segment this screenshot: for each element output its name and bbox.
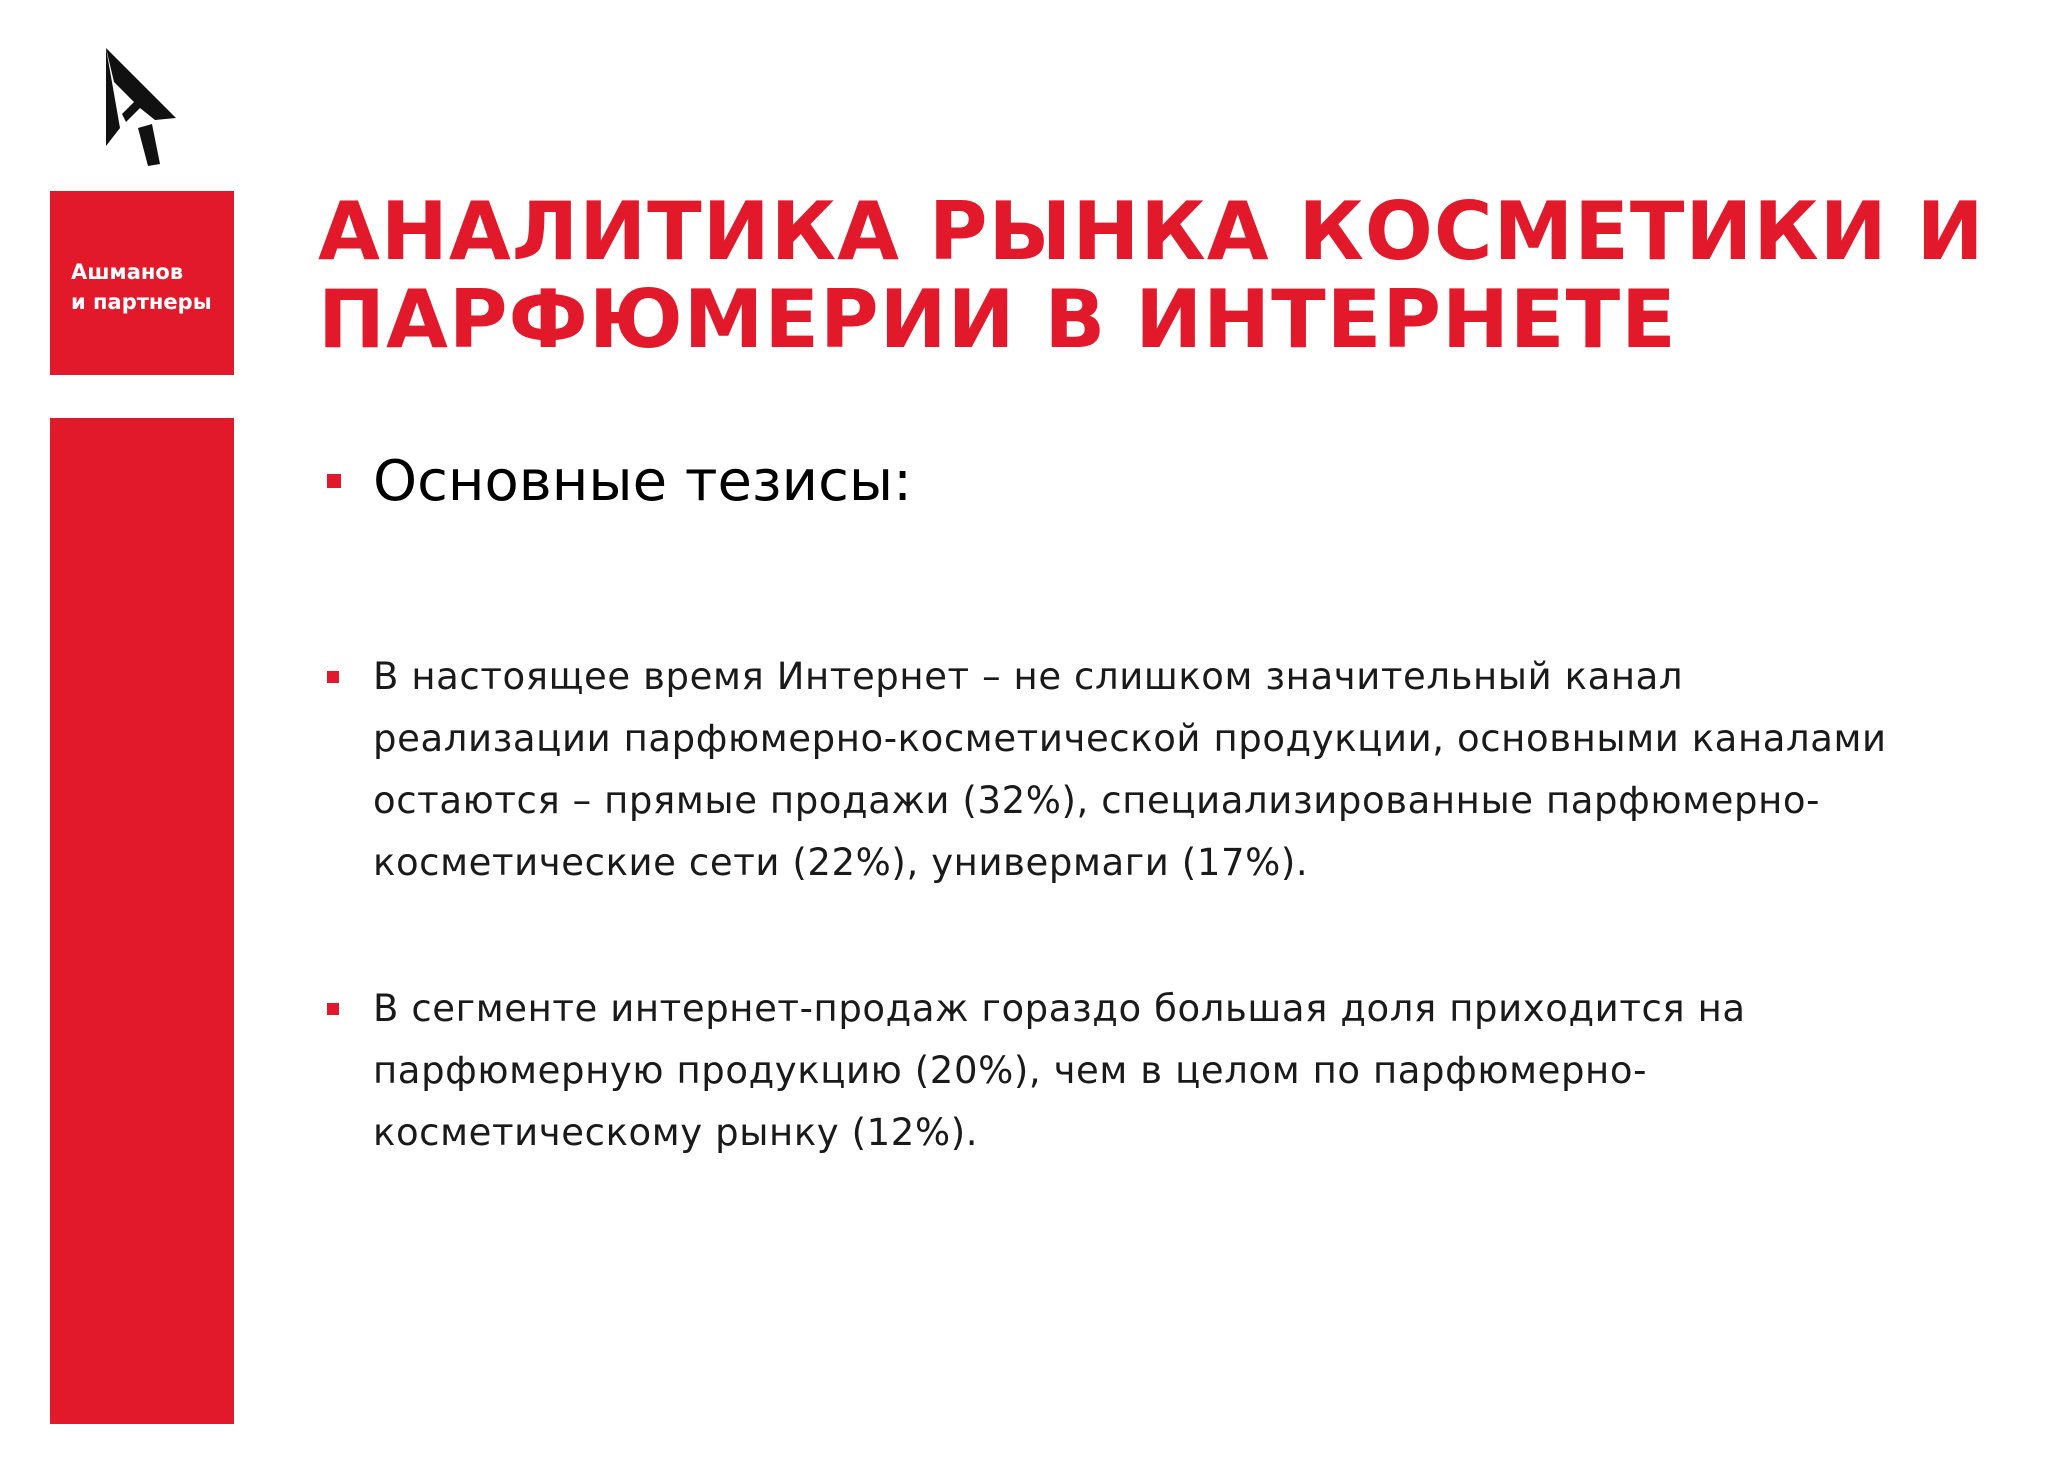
bullet-2-line-2: парфюмерную продукцию (20%), чем в целом по парфюмерно-	[373, 1049, 1648, 1092]
bullet-2-line-3: косметическому рынку (12%).	[373, 1111, 979, 1154]
section-heading: Основные тезисы:	[373, 449, 912, 514]
bullet-1-line-4: косметические сети (22%), универмаги (17%).	[373, 841, 1309, 884]
bullet-1-line-2: реализации парфюмерно-косметической продукции, основными каналами	[373, 717, 1887, 760]
bullet-paragraph-1	[373, 646, 1887, 894]
arrow-cursor-a-logo-icon	[100, 46, 180, 166]
bullet-1-line-1: В настоящее время Интернет – не слишком значительный канал	[373, 655, 1684, 698]
brand-name-line-2: и партнеры	[71, 290, 212, 314]
title-line-2: ПАРФЮМЕРИИ В ИНТЕРНЕТЕ	[318, 273, 1677, 366]
bullet-paragraph-2	[373, 978, 1746, 1164]
bullet-icon	[327, 1003, 339, 1015]
section-bullet-icon	[327, 474, 341, 488]
title-line-1: АНАЛИТИКА РЫНКА КОСМЕТИКИ И	[318, 185, 1985, 278]
bullet-2-line-1: В сегменте интернет-продаж гораздо большая доля приходится на	[373, 987, 1746, 1030]
bullet-1-line-3: остаются – прямые продажи (32%), специализированные парфюмерно-	[373, 779, 1821, 822]
brand-logo-box	[50, 191, 234, 375]
bullet-icon	[327, 671, 339, 683]
brand-name-line-1: Ашманов	[71, 260, 184, 284]
page-title	[318, 185, 1998, 366]
decorative-red-sidebar	[50, 418, 234, 1424]
